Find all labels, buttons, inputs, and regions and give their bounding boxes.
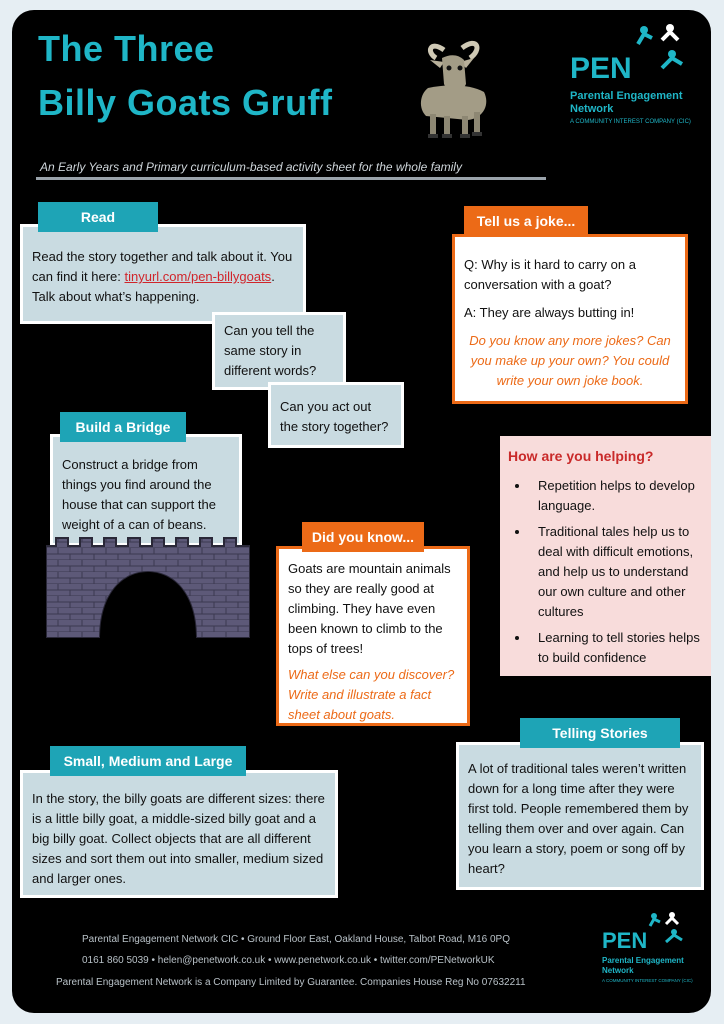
joke-question: Q: Why is it hard to carry on a conversation with a goat? <box>464 257 636 292</box>
read-tab: Read <box>38 202 158 232</box>
didyouknow-box <box>276 546 470 726</box>
activity-sheet <box>12 10 711 1013</box>
sizes-box <box>20 770 338 898</box>
didyouknow-tab: Did you know... <box>302 522 424 552</box>
didyouknow-prompt: What else can you discover? Write and illustrate a fact sheet about goats. <box>288 667 455 722</box>
sizes-text: In the story, the billy goats are different sizes: there is a little billy goat, a middle-sized billy goat and a big billy goat. Collect objects that are all different sizes and sort them out into smaller, medium sized and larger ones. <box>32 791 325 886</box>
footer-logo-line-1: Parental Engagement <box>602 956 684 965</box>
logo-line-1: Parental Engagement <box>570 90 683 102</box>
story-link[interactable]: tinyurl.com/pen-billygoats <box>124 269 272 284</box>
stories-text: A lot of traditional tales weren’t written down for a long time after they were first told. People remembered them by telling them over and over again. Can you learn a story, poem or song off by heart? <box>468 761 689 876</box>
joke-prompt: Do you know any more jokes? Can you make up your own? You could write your own joke book. <box>469 333 671 388</box>
helping-box <box>500 436 711 676</box>
joke-box <box>452 234 688 404</box>
subtitle: An Early Years and Primary curriculum-based activity sheet for the whole family <box>40 160 462 174</box>
pen-logo-people-icon <box>646 910 686 944</box>
read-text <box>32 247 294 307</box>
goat-illustration <box>400 32 504 144</box>
helping-list <box>508 476 701 668</box>
sizes-tab: Small, Medium and Large <box>50 746 246 776</box>
title-line-2: Billy Goats Gruff <box>38 82 333 123</box>
joke-tab: Tell us a joke... <box>464 206 588 236</box>
helping-item: • Traditional tales help us to deal with difficult emotions, and help us to understand our own culture and other cultures <box>530 522 701 622</box>
logo-tagline: A COMMUNITY INTEREST COMPANY (CIC) <box>570 119 691 125</box>
footer-logo-line-2: Network <box>602 966 634 975</box>
footer-contact: 0161 860 5039 • helen@penetwork.co.uk • www.penetwork.co.uk • twitter.com/PENetworkUK <box>82 955 495 966</box>
stories-tab: Telling Stories <box>520 718 680 748</box>
retell-question-box <box>212 312 346 390</box>
footer-logo-tagline: A COMMUNITY INTEREST COMPANY (CIC) <box>602 978 693 983</box>
footer-address: Parental Engagement Network CIC • Ground Floor East, Oakland House, Talbot Road, M16 0PQ <box>82 934 510 945</box>
bridge-tab: Build a Bridge <box>60 412 186 442</box>
bridge-text: Construct a bridge from things you find around the house that can support the weight of a can of beans. <box>62 457 216 532</box>
title-line-1: The Three <box>38 28 215 69</box>
logo-line-2: Network <box>570 103 614 115</box>
footer-pen-logo <box>602 910 706 990</box>
stone-bridge-illustration <box>46 536 250 638</box>
read-text-before: Read the story together and talk about it. You can find it here: <box>32 249 293 284</box>
helping-item: • Learning to tell stories helps to build confidence <box>530 628 701 668</box>
footer-logo-name: PEN <box>602 928 648 953</box>
bridge-box <box>50 434 242 546</box>
stories-box <box>456 742 704 890</box>
retell-question: Can you tell the same story in different words? <box>224 323 317 378</box>
act-out-question-box <box>268 382 404 448</box>
pen-logo <box>570 22 700 142</box>
pen-logo-people-icon <box>632 22 692 82</box>
joke-answer: A: They are always butting in! <box>464 305 635 320</box>
footer-company: Parental Engagement Network is a Company Limited by Guarantee. Companies House Reg No 07632211 <box>56 977 526 988</box>
helping-title: How are you helping? <box>508 448 654 464</box>
act-out-question: Can you act out the story together? <box>280 399 389 434</box>
read-box <box>20 224 306 324</box>
helping-item: • Repetition helps to develop language. <box>530 476 701 516</box>
didyouknow-text: Goats are mountain animals so they are really good at climbing. They have even been known to climb to the tops of trees! <box>288 561 451 656</box>
read-text-after: . Talk about what’s happening. <box>32 269 275 304</box>
logo-name: PEN <box>570 52 632 85</box>
